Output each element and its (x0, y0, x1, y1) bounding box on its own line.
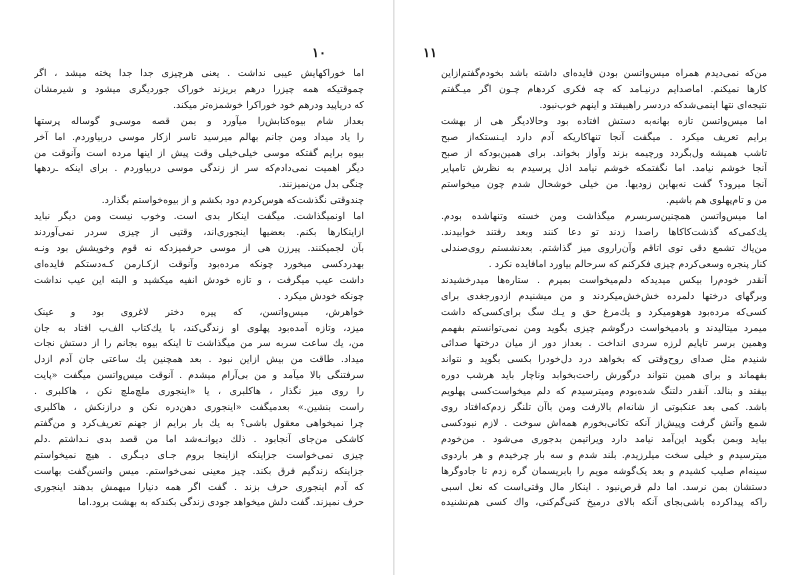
text-line: را روی میز نگذار ، هاکلبری ، یا «اینجوری ملچ‌ملچ نکن ، هاکلبری . (34, 386, 364, 398)
text-line: میترسیدم و خیلی سخت میلرزیدم. بلند شدم و سه بار چرخیدم و هر باردوی (441, 449, 767, 461)
text-line: دستشان بمن نرسد. اما دلم قرص‌نبود . اینکار مال وقتی‌است که نعل اسبی (441, 481, 767, 493)
text-line: بفهماند و برای همین نتواند درگورش راحت‌بخوابد وناچار باید هرشب دوره (441, 370, 767, 382)
text-line: بیوه برایم گفتکه موسی خیلی‌خیلی وقت پیش از اینها مرده است وآنوقت من (34, 147, 364, 159)
text-line: چنگی بدل من‌نمیزنند. (278, 179, 364, 191)
text-line: میداد. طاقت من بیش ازاین نبود . بعد همچنین یك ساعتی جان آدم ازدل (34, 354, 364, 366)
text-line: من‌یاك تشمع دقی توی اتاقم وآ‌ن‌راروی میز گذاشتم. بعدنشستم روی‌صندلی (441, 242, 767, 254)
text-line: را یاد میداد ومن جانم بهالم میرسید تاسر ازکار موسی دربیاوردم. اما آخر (34, 131, 364, 143)
text-line: خواهرش، میس‌واتسن، که پیره دختر لاغروی بود و عینک (34, 306, 364, 318)
text-line: تاشب همیشه ول‌بگردد ورچیمه بزند وآواز بخواند. برای همین‌بودکه از صبح (441, 147, 767, 159)
text-line: میزد، وتازه آمده‌بود پهلوی او زندگی‌کند، با یك‌کتاب الف‌ب افتاد به جان (34, 322, 364, 334)
page-text (34, 66, 364, 511)
text-line: آنجا میرود؟ گفت نه‌بهاین زودیها. من خیلی خوشحال شدم چون میخواستم (441, 179, 767, 191)
text-line: کسی‌که مرده‌بود هوهو‌میکرد و یك‌مرغ حق و یـك سگ برای‌کسی‌که داشت (441, 306, 767, 318)
left-page (0, 0, 393, 575)
text-line: سینه‌ام صلیب کشیدم و بعد یک‌گوشه مویم را بابریسمان گره زدم تا جادوگرها (441, 465, 767, 477)
page-number: ۱۰ (312, 46, 326, 61)
text-line: وبرگهای درختها دلمرده خش‌خش‌میکردند و من میشنیدم ازدورجغدی برای (441, 290, 767, 302)
text-line: سرفتنگی بالا میآمد و من بی‌آرام میشدم . آنوقت میس‌واتسن میگفت «پایت (34, 370, 364, 382)
text-line: بیاید وبمن بگوید این‌آمد نیامد دارد ویراتیمن بدجوری می‌شود . من‌خودم (441, 433, 767, 445)
text-line: چونکه خودش میکرد . (278, 290, 364, 302)
text-line: برایم تعریف میکرد . میگفت آنجا تنهاکاریکه آدم دارد ایـنستکه‌از صبح (441, 131, 767, 143)
text-line: وهمین برسر تاپایم لرزه سردی انداخت . بعداز دور از میان درختها صدائی (441, 338, 767, 350)
text-line: باشد. کمی بعد عنکبوتی از شانه‌ام بالارفت ومن باآن تلنگر زدم‌که‌افتاد روی (441, 402, 767, 414)
text-line: داشت عیب میگرفت ، و تازه خودش انفیه میکشید و البته این عیب نداشت (34, 274, 364, 286)
text-line: میمرد میتالیدند و بادمیخواست درگوشم چیزی بگوید ومن نمی‌توانستم بفهمم (441, 322, 767, 334)
text-line: ازاینکارها بکنم. بعضیها اینجوری‌اند، وقتیی از چیزی سردر نمی‌آوردند (34, 227, 364, 239)
text-line: راست بنشین.» بعدمیگفت «اینجوری دهن‌دره نکن و درازنکش ، هاکلبری (34, 402, 364, 414)
text-line: آنجا خوشم نیامد. اما نگفتمکه خوشم نیامد اذل پرسیدم به نظرش تامپایر (441, 163, 767, 175)
page-text (441, 66, 767, 511)
text-line: کاشکی من‌جای آنجابود . ذلك دیوانـه‌شد اما من قصد بدی نـداشتم .دلم (34, 433, 364, 445)
text-line: آنقدر خودم‌را بیکس میدیدکه دلم‌میخواست بمیرم . ستاره‌ها میدرخشیدند (441, 274, 767, 286)
text-line: من، یك ساعت سربه سر من میگذاشت تا اینکه بیوه بجانم را از دستش نجات (34, 338, 364, 350)
text-line: بعداز شام بیوه‌کتابش‌را میآورد و بمن قصه موسی‌و گوساله پرستها (34, 115, 364, 127)
text-line: اما خوراکهایش عیبی نداشت . یعنی هرچیزی جدا جدا پخته میشد ، اگر (34, 68, 364, 79)
text-line: کنار پنجره وسعی‌کردم چیزی فکرکنم که سرحالم بیاورد امافایده نکرد . (488, 258, 767, 270)
text-line: بهدردکسی میخورد چونکه مرده‌بود وآنوقت ازکـارمن کـه‌دستکم فایده‌ای (34, 258, 364, 270)
text-line: بیفتد و بنالد. آنقدر دلتنگ شده‌بودم ومیترسیدم که دلم میخواست‌کسی پهلویم (441, 386, 767, 398)
text-line: چموقتیکه همه چیزرا درهم بریزند خوراک جوردیگری میشود و شیرمشان (34, 83, 364, 95)
text-line: که دریاپید ودرهم خود خوراکرا خوشمزه‌تر میکند. (172, 99, 364, 111)
text-line: کارها نمیکنم. اماصدایم درنیـامد که چه فکری کردهام چـون اگر میـگفتم (441, 83, 767, 95)
page-number: ۱۱ (423, 46, 437, 61)
text-line: راکه پیداکرده باشی‌بجای آنکه بالای درمیخ کنی‌گم‌کنی، واك‌ کسی هم‌نشنیده (441, 497, 767, 509)
text-line: من‌که نمی‌دیدم همراه میس‌واتسن بودن فایده‌ای داشته باشد بخودم‌گفتم‌ازاین (441, 68, 767, 79)
text-line: حرف نمیزند. گفت دلش میخواهد جودی زندگی بکندکه به بهشت برود.اما (78, 497, 364, 509)
text-line: بآن لجمیکنند. پیرزن هی از موسی حرفمیزدکه نه قوم وخویشش بود ونـه (34, 242, 364, 254)
right-page (395, 0, 789, 575)
text-line: من و تام‌پهلوی هم باشیم. (666, 195, 767, 207)
text-line: جزاینکه زندگیم فرق بکند. چیز معینی نمی‌خواستم. میس واتسن‌گفت بهاست (34, 465, 364, 477)
text-line: چرا نمیخواهی معقول باشی؟ به یك بار برایم از جهنم تعریف‌کرد و من‌گفتم (34, 417, 364, 429)
text-line: اما میس‌واتسن تازه بهانه‌به دستش افتاده بود وحالادیگر هی از بهشت (441, 115, 767, 127)
text-line: چندوقتی نگذشت‌که هوس‌کردم دود بکشم و از بیوه‌خواستم بگذارد. (101, 195, 364, 207)
text-line: دیگر اهمیت نمی‌دادم‌که سر از زندگی موسی دربیاوردم . برای اینکه ـ‌ردهها (34, 163, 364, 175)
text-line: چیزی نمی‌خواست جزاینکه ازاینجا بروم جـای دیـگری . هیچ نمیخواستم (34, 449, 364, 461)
text-line: اما میس‌واتسن همچنین‌سربسرم میگذاشت ومن خسته وتنهاشده بودم. (441, 211, 767, 223)
text-line: یك‌کمی‌که گذشت‌کاکاها راصدا زدند تو دعا‌ کنند وبعد رفتند خوابیدند. (441, 227, 767, 239)
text-line: نتیجه‌ای نتها اینمی‌شدکه دردسر راهبیفتد و اینهم خوب‌نبود. (539, 99, 767, 111)
text-line: شمع وآتش گرفت وپیش‌از آنکه تکانی‌بخورم همه‌اش سوخت . لازم نبودکسی (441, 417, 767, 429)
text-line: که آدم اینجوری حرف بزند . گفت اگر همه دنیارا میهمش بدهند اینجوری (34, 481, 364, 493)
text-line: شنیدم مثل صدای روح‌وقتی که بخواهد درد دل‌خودرا بکسی بگوید و نتواند (441, 354, 767, 366)
text-line: اما اونمیگذاشت. میگفت اینکار بدی است. وخوب نیست ومن دیگر نباید (34, 211, 364, 223)
